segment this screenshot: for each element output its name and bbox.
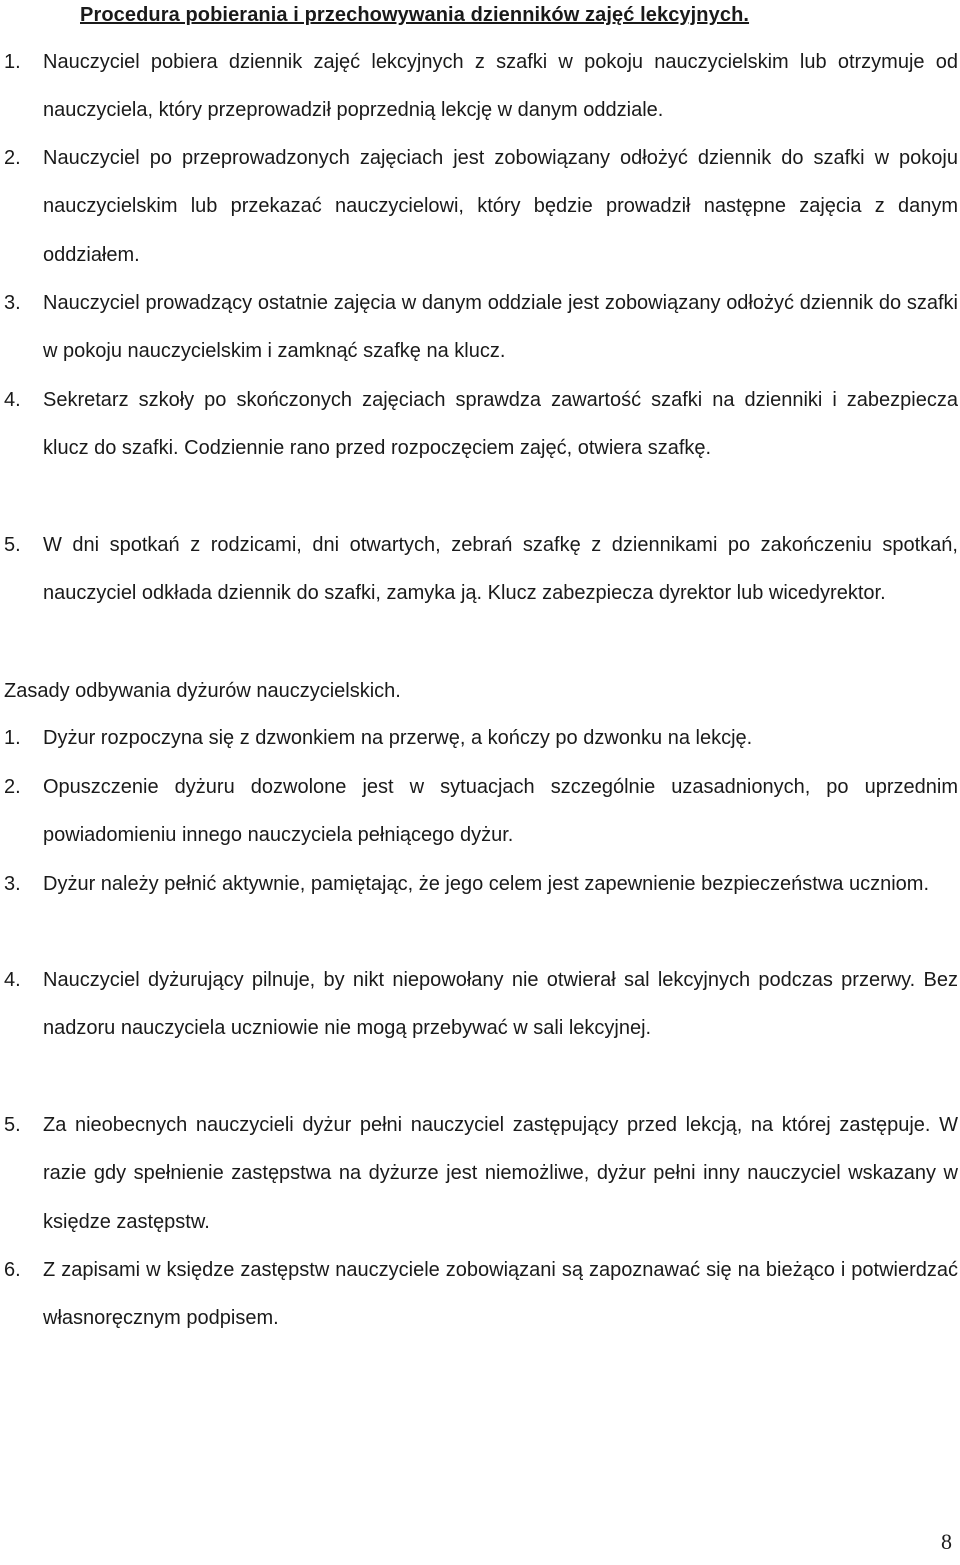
list-item — [4, 1101, 958, 1246]
list-item — [4, 714, 958, 762]
list-item-text: Dyżur należy pełnić aktywnie, pamiętając, że jego celem jest zapewnienie bezpieczeństwa uczniom. — [43, 873, 929, 895]
list-item — [4, 860, 958, 908]
document-title: Procedura pobierania i przechowywania dzienników zajęć lekcyjnych. — [80, 4, 750, 26]
list-item-number: 2. — [4, 776, 21, 798]
list-item-number: 5. — [4, 534, 21, 556]
list-item-number: 3. — [4, 292, 21, 314]
list-item-text: Nauczyciel prowadzący ostatnie zajęcia w danym oddziale jest zobowiązany odłożyć dziennik do szafki w pokoju nauczycielskim i zamknąć szafkę na klucz. — [43, 292, 958, 363]
list-item-number: 5. — [4, 1114, 21, 1136]
list-item — [4, 1246, 958, 1343]
list-item-text: Za nieobecnych nauczycieli dyżur pełni nauczyciel zastępujący przed lekcją, na której zastępuje. W razie gdy spełnienie zastępstwa na dyżurze jest niemożliwe, dyżur pełni inny nauczyciel wskazany w księdze zastępstw. — [43, 1114, 958, 1233]
list-item — [4, 279, 958, 376]
list-item-number: 1. — [4, 727, 21, 749]
list-item — [4, 763, 958, 860]
list-item-text: Dyżur rozpoczyna się z dzwonkiem na przerwę, a kończy po dzwonku na lekcję. — [43, 727, 753, 749]
list-item — [4, 956, 958, 1053]
list-item — [4, 134, 958, 279]
list-item — [4, 38, 958, 135]
list-item-text: Nauczyciel pobiera dziennik zajęć lekcyjnych z szafki w pokoju nauczycielskim lub otrzymuje od nauczyciela, który przeprowadził poprzednią lekcję w danym oddziale. — [43, 51, 958, 122]
list-item-number: 6. — [4, 1259, 21, 1281]
list-item — [4, 376, 958, 473]
list-item-text: W dni spotkań z rodzicami, dni otwartych, zebrań szafkę z dziennikami po zakończeniu spotkań, nauczyciel odkłada dziennik do szafki, zamyka ją. Klucz zabezpiecza dyrektor lub wicedyrektor. — [43, 534, 958, 605]
list-item-text: Nauczyciel po przeprowadzonych zajęciach jest zobowiązany odłożyć dziennik do szafki w pokoju nauczycielskim lub przekazać nauczycielowi, który będzie prowadził następne zajęcia z danym oddziałem. — [43, 147, 958, 266]
list-item-text: Z zapisami w księdze zastępstw nauczyciele zobowiązani są zapoznawać się na bieżąco i potwierdzać własnoręcznym podpisem. — [43, 1259, 958, 1330]
list-item-number: 4. — [4, 969, 21, 991]
section-heading: Zasady odbywania dyżurów nauczycielskich. — [4, 680, 401, 702]
list-item-text: Opuszczenie dyżuru dozwolone jest w sytuacjach szczególnie uzasadnionych, po uprzednim powiadomieniu innego nauczyciela pełniącego dyżur. — [43, 776, 958, 847]
list-item — [4, 521, 958, 618]
list-item-number: 4. — [4, 389, 21, 411]
list-item-number: 1. — [4, 51, 21, 73]
list-item-number: 2. — [4, 147, 21, 169]
list-item-text: Sekretarz szkoły po skończonych zajęciach sprawdza zawartość szafki na dzienniki i zabezpiecza klucz do szafki. Codziennie rano przed rozpoczęciem zajęć, otwiera szafkę. — [43, 389, 958, 460]
page-number: 8 — [941, 1529, 952, 1554]
list-item-text: Nauczyciel dyżurujący pilnuje, by nikt niepowołany nie otwierał sal lekcyjnych podczas przerwy. Bez nadzoru nauczyciela uczniowie nie mogą przebywać w sali lekcyjnej. — [43, 969, 958, 1040]
list-item-number: 3. — [4, 873, 21, 895]
